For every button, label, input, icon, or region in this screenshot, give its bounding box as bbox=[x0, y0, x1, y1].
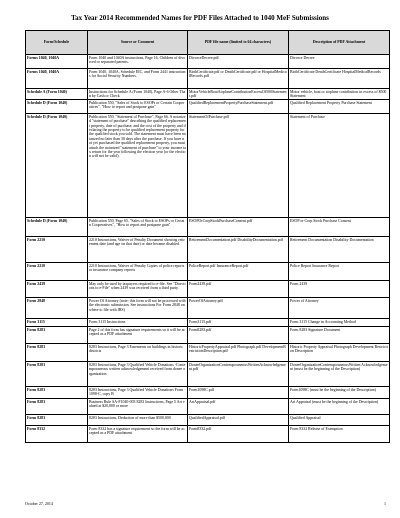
footer-date: October 27, 2014 bbox=[25, 501, 53, 506]
source-cell: 8283 Instructions, Page 3 Qualified Vehicle Donations -Contemporaneous written acknowledgement received from donee organization bbox=[88, 362, 188, 387]
description-cell: BirthCertificate DeathCertificate HospitalMedicalRecords bbox=[289, 69, 390, 89]
file-name-cell: HistoricPropertyAppraisal.pdf Photograph.pdf DevelopmentRestrictionDescription.pdf bbox=[188, 344, 289, 362]
source-cell: Business Rule SA-F1040-003 8283 Instructions, Page 5 Art valued at $20,000 or more bbox=[88, 399, 188, 415]
source-cell: May only be used by taxpayers required to e-file. See "Directions to e-File" when 2439 was received from a third party. bbox=[88, 281, 188, 298]
table-row bbox=[26, 69, 390, 89]
source-cell: 8283 Instructions, Deduction of more than $500,000 bbox=[88, 415, 188, 426]
source-cell: 2210 Instructions, Waiver of Penalty Document showing retirement date (and age on that date) or date became disabled. bbox=[88, 237, 188, 263]
form-cell: Schedule D (Form 1040) bbox=[26, 100, 88, 114]
description-cell: Form 2439 bbox=[289, 281, 390, 298]
form-cell: Form 8283 bbox=[26, 387, 88, 399]
table-row bbox=[26, 362, 390, 387]
description-cell: Art Appraisal (must be the beginning of the Description) bbox=[289, 399, 390, 415]
page-title: Tax Year 2014 Recommended Names for PDF Files Attached to 1040 MeF Submissions bbox=[71, 14, 329, 22]
column-header-file-name: PDF file name (limited to 64 characters) bbox=[188, 31, 289, 55]
source-cell: Page 2 of this form has signature requirements so it will be accepted as a PDF attachment bbox=[88, 327, 188, 344]
description-cell: Form 3115 Change in Accounting Method bbox=[289, 319, 390, 327]
source-cell: Publication 550, "Statement of Purchase", Page 66. A notarized "statement of purchase" describing the qualified replacement property, date of purchase, and the cost of the property and declaring the property to be qualified replacement property for the qualified stock you sold. The statement must have been notarized no later than 30 days after the purchase. If you have not yet purchased the qualified replacement property, you must attach the notarized "statement of purchase" to your income tax return for the year following the election year (or the election will not be valid). bbox=[88, 114, 188, 218]
column-header-description: Description of PDF Attachment bbox=[289, 31, 390, 55]
file-name-cell: QualifiedAppraisal.pdf bbox=[188, 415, 289, 426]
description-cell: Form 8332 Release of Exemption bbox=[289, 426, 390, 443]
description-cell: Qualified Replacement Property Purchase Statement bbox=[289, 100, 390, 114]
file-name-cell: Form1098C.pdf bbox=[188, 387, 289, 399]
description-cell: Qualified Appraisal bbox=[289, 415, 390, 426]
table-row bbox=[26, 114, 390, 218]
source-cell: 2210 Instructions, Waiver of Penalty Copies of police reports or insurance company reports bbox=[88, 263, 188, 281]
source-cell: Publication 550, Page 65, "Sales of Stock to ESOPs or Certain Cooperatives", "How to report and postpone gain" bbox=[88, 218, 188, 237]
file-name-cell: MotorVehicleBoatAirplaneContributionExcessOf500Statement.pdf bbox=[188, 89, 289, 100]
table-row bbox=[26, 426, 390, 443]
form-cell: Schedule A (Form 1040) bbox=[26, 89, 88, 100]
form-cell: Form 8332 bbox=[26, 426, 88, 443]
table-row bbox=[26, 89, 390, 100]
form-cell: Schedule D (Form 1040) bbox=[26, 114, 88, 218]
form-cell: Form 2848 bbox=[26, 298, 88, 319]
description-cell: Form1098C (must be the beginning of the Description) bbox=[289, 387, 390, 399]
form-cell: Forms 1040, 1040A bbox=[26, 69, 88, 89]
table-row bbox=[26, 55, 390, 69]
table-row bbox=[26, 327, 390, 344]
description-cell: Historic Property Appraisal Photograph Development Restriction Description bbox=[289, 344, 390, 362]
table-row bbox=[26, 298, 390, 319]
file-name-cell: PowerOfAttorney.pdf bbox=[188, 298, 289, 319]
form-cell: Forms 1040, 1040A bbox=[26, 55, 88, 69]
description-cell: Divorce Decree bbox=[289, 55, 390, 69]
table-header-row bbox=[26, 31, 390, 55]
file-name-cell: RetirementDocumentation.pdf DisabilityDocumentation.pdf bbox=[188, 237, 289, 263]
file-name-cell: Form8332.pdf bbox=[188, 426, 289, 443]
table-row bbox=[26, 319, 390, 327]
source-cell: Publication 550, "Sales of Stock to ESOPs or Certain Cooperatives", "How to report and postpone gain" bbox=[88, 100, 188, 114]
description-cell: Motor vehicle, boat or airplane contribution in excess of $500 Statement bbox=[289, 89, 390, 100]
source-cell: Form 3115 Instructions bbox=[88, 319, 188, 327]
file-name-cell: DivorceDecree.pdf bbox=[188, 55, 289, 69]
description-cell: ESOP or Corp Stock Purchase Consent bbox=[289, 218, 390, 237]
table-row bbox=[26, 100, 390, 114]
file-name-cell: ArtAppraisal.pdf bbox=[188, 399, 289, 415]
table-row bbox=[26, 237, 390, 263]
form-cell: Form 8283 bbox=[26, 327, 88, 344]
description-cell: Police Report Insurance Report bbox=[289, 263, 390, 281]
description-cell: Power of Attorney bbox=[289, 298, 390, 319]
table-row bbox=[26, 281, 390, 298]
table-row bbox=[26, 344, 390, 362]
file-name-cell: StatementOfPurchase.pdf bbox=[188, 114, 289, 218]
form-cell: Form 8283 bbox=[26, 362, 88, 387]
source-cell: 8283 Instructions, Page 3 Qualified Vehicle Donations Form 1098-C, copy B bbox=[88, 387, 188, 399]
table-row bbox=[26, 415, 390, 426]
file-name-cell: QualifiedReplacementPropertyPurchaseStatement.pdf bbox=[188, 100, 289, 114]
file-name-cell: DoneeOrganizationContemporaneousWrittenAcknowledgement.pdf bbox=[188, 362, 289, 387]
form-cell: Form 2439 bbox=[26, 281, 88, 298]
file-name-cell: Form2439.pdf bbox=[188, 281, 289, 298]
file-name-cell: Form8283.pdf bbox=[188, 327, 289, 344]
file-name-cell: PoliceReport.pdf InsuranceReport.pdf bbox=[188, 263, 289, 281]
column-header-form: Form/Schedule bbox=[26, 31, 88, 55]
source-cell: 8283 Instructions, Page 3 Easements on buildings in historic districts bbox=[88, 344, 188, 362]
file-name-cell: ESOPOrCorpStockPurchaseConsent.pdf bbox=[188, 218, 289, 237]
column-header-source: Source or Comment bbox=[88, 31, 188, 55]
table-row bbox=[26, 218, 390, 237]
table-row bbox=[26, 263, 390, 281]
attachment-names-table bbox=[25, 30, 390, 443]
table-row bbox=[26, 387, 390, 399]
description-cell: Statement of Purchase bbox=[289, 114, 390, 218]
file-name-cell: BirthCertificate.pdf or DeathCertificate.pdf or HospitalMedicalRecords.pdf bbox=[188, 69, 289, 89]
source-cell: Power Of Attorney (note: this form will not be processed with the electronic submission. See instructions For Form 2848 on where to file with IRS) bbox=[88, 298, 188, 319]
description-cell: Form 8283 Signature Document bbox=[289, 327, 390, 344]
form-cell: Schedule D (Form 1040) bbox=[26, 218, 88, 237]
source-cell: Form 8332 has a signature requirement so the form will be accepted as a PDF attachment bbox=[88, 426, 188, 443]
form-cell: Form 2210 bbox=[26, 237, 88, 263]
source-cell: Instructions for Schedule A (Form 1040), Page A-6 Other Than by Cash or Check bbox=[88, 89, 188, 100]
description-cell: Retirement Documentation Disability Documentation bbox=[289, 237, 390, 263]
form-cell: Form 2210 bbox=[26, 263, 88, 281]
description-cell: DoneeOrganizationContemporaneousWritten Acknowledgement (must be the beginning of the Description) bbox=[289, 362, 390, 387]
form-cell: Form 8283 bbox=[26, 399, 88, 415]
form-cell: Form 8283 bbox=[26, 344, 88, 362]
form-cell: Form 3115 bbox=[26, 319, 88, 327]
page-number: 1 bbox=[384, 501, 386, 506]
source-cell: Form 1040, 1040A, Schedule EIC, and Form 2441 instructions for Social Security Numbers. bbox=[88, 69, 188, 89]
source-cell: Form 1040 and 1040A instructions, Page 16, Children of divorced or separated parents. bbox=[88, 55, 188, 69]
file-name-cell: Form3115.pdf bbox=[188, 319, 289, 327]
form-cell: Form 8283 bbox=[26, 415, 88, 426]
table-row bbox=[26, 399, 390, 415]
